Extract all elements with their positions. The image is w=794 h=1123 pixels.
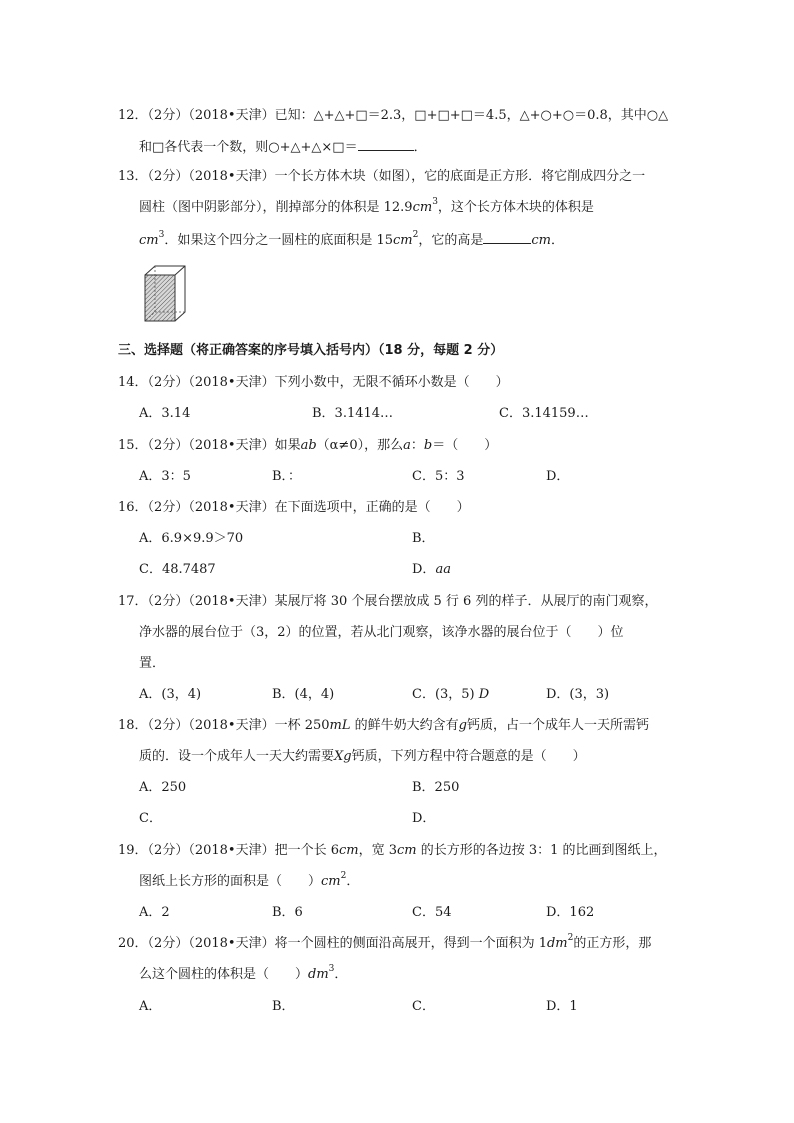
q13-unit-cm: cm [412,200,433,215]
q18-unit-ml: mL [329,718,351,733]
q20-text-1a: 20．（2分）（2018•天津）将一个圆柱的侧面沿高展开，得到一个面积为 1 [118,936,547,951]
q17-line-3 [139,654,165,674]
q19-text-2b: ． [346,874,360,889]
q15-var-a: a [403,438,411,453]
q13-text-2-end: ，这个长方体木块的体积是 [437,200,594,215]
q20-line-2 [139,965,347,985]
q14-options [139,404,699,424]
q16-options-row-1 [139,529,699,549]
q13-sup-2: 2 [412,229,419,240]
q20-sup-2: 2 [567,932,574,943]
q15-options [139,467,699,487]
q17-option-d[interactable]: D．(3，3) [546,687,610,702]
q17-option-c-var: D [478,687,490,702]
q19-unit-cm-3: cm [321,874,341,889]
q15-option-c[interactable]: C．5：3 [412,469,465,484]
q15-text-a: 15．（2分）（2018•天津）如果 [118,438,301,453]
section-3-title [118,341,503,361]
q20-text-2b: ． [334,967,348,982]
q13-text-1: 13．（2分）（2018•天津）一个长方体木块（如图），它的底面是正方形．将它削成四分之一 [118,169,646,184]
q13-text-3b: ，它的高是 [418,233,484,248]
q15-option-b[interactable]: B．： [272,469,302,484]
q17-option-c[interactable] [412,685,489,705]
q19-text-1a: 19．（2分）（2018•天津）把一个长 6 [118,843,339,858]
q14-option-b[interactable]: B．3.1414… [312,406,394,421]
q15-var-b: b [423,438,433,453]
q13-unit-cm-4: cm [531,233,551,248]
shaded-quarter-cylinder [145,275,175,321]
q15-option-d[interactable]: D． [546,469,570,484]
q18-line-2 [139,747,586,767]
q19-option-d[interactable]: D．162 [546,905,595,920]
q15-text-b: （α≠0），那么 [316,438,404,453]
q20-option-c[interactable]: C． [412,999,435,1014]
q13-unit-cm-2: cm [139,233,159,248]
q14-line [118,373,509,393]
q15-text-c: ： [410,438,424,453]
q12-line-1 [118,106,668,126]
q13-sup-3b: 3 [158,229,165,240]
q17-text-2: 净水器的展台位于（3，2）的位置，若从北门观察，该净水器的展台位于（ ）位 [139,625,624,640]
q15-text-d: ＝（ ） [432,438,498,453]
q19-line-1 [118,841,667,861]
q17-options [139,685,699,705]
q16-option-d[interactable] [412,560,451,580]
q18-var-xg: Xg [334,749,352,764]
q15-line [118,436,497,456]
q19-text-1b: ，宽 3 [358,843,397,858]
cuboid-figure [139,263,189,325]
q18-option-a[interactable]: A．250 [139,780,187,795]
q19-option-c[interactable]: C．54 [412,905,452,920]
q20-option-a[interactable]: A． [139,999,162,1014]
q17-text-1: 17．（2分）（2018•天津）某展厅将 30 个展台摆放成 5 行 6 列的样子．从展厅的南门观察， [118,594,658,609]
q17-text-3: 置． [139,656,166,671]
q12-line-2 [139,136,427,156]
q19-line-2 [139,872,359,892]
q16-options-row-2 [139,560,699,580]
q20-unit-dm-2: dm [308,967,329,982]
q17-option-b[interactable]: B．(4，4) [272,687,335,702]
q16-text: 16．（2分）（2018•天津）在下面选项中，正确的是（ ） [118,500,470,515]
q13-sup-3: 3 [432,196,438,207]
q14-option-a[interactable]: A．3.14 [139,406,191,421]
q18-text-2b: 钙质，下列方程中符合题意的是（ ） [351,749,586,764]
q18-option-d[interactable]: D． [412,811,436,826]
q12-text-2: 和□各代表一个数，则○+△+△×□＝ [139,140,358,155]
q18-option-c[interactable]: C． [139,811,162,826]
q20-options [139,997,699,1017]
q19-option-b[interactable]: B．6 [272,905,303,920]
q13-unit-cm-3: cm [393,233,413,248]
q20-line-1 [118,934,651,954]
q16-option-d-var: aa [435,562,451,577]
q18-text-1b: 的鲜牛奶大约含有 [350,718,459,733]
q17-option-c-label: C．(3，5) [412,687,475,702]
q20-unit-dm: dm [546,936,568,951]
q13-text-3-end: ． [551,233,565,248]
q19-unit-cm-2: cm [396,843,417,858]
q18-unit-g: g [458,718,467,733]
q19-text-1c: 的长方形的各边按 3：1 的比画到图纸上， [416,843,667,858]
q16-option-b[interactable]: B． [412,531,435,546]
q15-var-ab: ab [300,438,317,453]
q19-option-a[interactable]: A．2 [139,905,170,920]
q20-sup-3: 3 [328,963,335,974]
q18-option-b[interactable]: B．250 [412,780,460,795]
q19-options [139,903,699,923]
q12-answer-blank[interactable] [358,136,414,151]
q12-text-1: 12．（2分）（2018•天津）已知：△+△+□＝2.3，□+□+□＝4.5，△+○+○＝0.8，其中○△ [118,108,669,123]
q20-text-1b: 的正方形，那 [573,936,652,951]
q12-text-2-end: ． [413,140,427,155]
q17-option-a[interactable]: A．(3，4) [139,687,202,702]
q16-option-a[interactable]: A．6.9×9.9＞70 [139,531,244,546]
q17-line-2 [139,623,624,643]
q18-line-1 [118,716,649,736]
q18-text-1a: 18．（2分）（2018•天津）一杯 250 [118,718,330,733]
q14-text: 14．（2分）（2018•天津）下列小数中，无限不循环小数是（ ） [118,375,509,390]
q13-text-3: ．如果这个四分之一圆柱的底面积是 15 [164,233,394,248]
q20-option-b[interactable]: B． [272,999,295,1014]
q16-option-c[interactable]: C．48.7487 [139,562,216,577]
q13-line-2 [139,198,594,218]
cuboid-top-edge [175,266,185,275]
q19-sup-2: 2 [340,870,347,881]
q20-option-d[interactable]: D．1 [546,999,578,1014]
q14-option-c[interactable]: C．3.14159… [499,406,589,421]
q13-line-1 [118,167,645,187]
q19-unit-cm: cm [338,843,359,858]
q20-text-2a: 么这个圆柱的体积是（ ） [139,967,309,982]
q17-line-1 [118,592,657,612]
q19-text-2a: 图纸上长方形的面积是（ ） [139,874,322,889]
q16-option-d-label: D． [412,562,436,577]
q18-options-row-1 [139,778,699,798]
q16-line [118,498,470,518]
q15-option-a[interactable]: A．3：5 [139,469,191,484]
q13-answer-blank[interactable] [483,229,531,244]
q18-text-1c: 钙质，占一个成年人一天所需钙 [466,718,649,733]
q13-line-3 [139,229,564,249]
q18-text-2a: 质的．设一个成年人一天大约需要 [139,749,335,764]
q18-options-row-2 [139,809,699,829]
section-3-title-text: 三、选择题（将正确答案的序号填入括号内）（18 分，每题 2 分） [118,343,504,358]
q13-text-2: 圆柱（图中阴影部分），削掉部分的体积是 12.9 [139,200,413,215]
